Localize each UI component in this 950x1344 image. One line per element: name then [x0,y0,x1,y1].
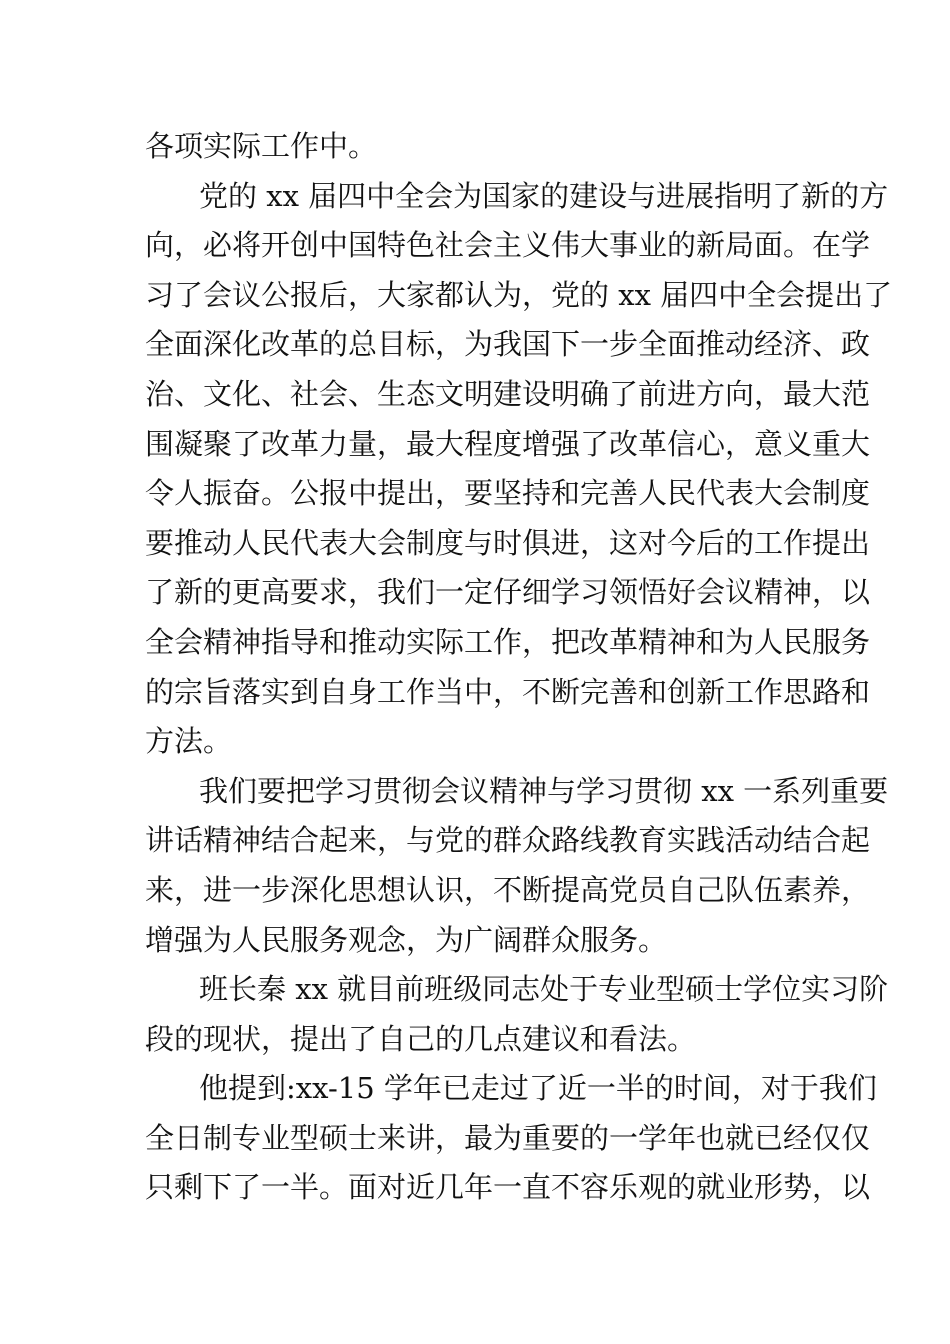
text-line: 他提到:xx-15 学年已走过了近一半的时间，对于我们 [199,1071,877,1106]
paragraph [145,122,815,172]
text-line: 来，进一步深化思想认识，不断提高党员自己队伍素养， [145,872,871,907]
text-line: 围凝聚了改革力量，最大程度增强了改革信心，意义重大 [145,426,871,461]
text-line: 党的 xx 届四中全会为国家的建设与进展指明了新的方 [199,178,889,213]
paragraph [145,172,893,767]
paragraph [145,965,889,1064]
text-line: 增强为人民服务观念，为广阔群众服务。 [145,922,668,957]
text-line: 要推动人民代表大会制度与时俱进，这对今后的工作提出 [145,525,871,560]
text-line: 全日制专业型硕士来讲，最为重要的一学年也就已经仅仅 [145,1120,871,1155]
text-line: 各项实际工作中。 [145,129,378,163]
text-line: 我们要把学习贯彻会议精神与学习贯彻 xx 一系列重要 [199,773,889,808]
paragraph [145,767,889,965]
text-line: 方法。 [145,724,233,759]
text-line: 段的现状，提出了自己的几点建议和看法。 [145,1021,697,1056]
text-line: 只剩下了一半。面对近几年一直不容乐观的就业形势，以 [145,1170,871,1205]
text-line: 治、文化、社会、生态文明建设明确了前进方向，最大范 [145,376,871,411]
text-line: 讲话精神结合起来，与党的群众路线教育实践活动结合起 [145,823,871,858]
paragraph [145,1064,877,1213]
text-line: 全面深化改革的总目标，为我国下一步全面推动经济、政 [145,327,871,362]
text-line: 了新的更高要求，我们一定仔细学习领悟好会议精神，以 [145,575,871,610]
text-line: 全会精神指导和推动实际工作，把改革精神和为人民服务 [145,624,871,659]
text-line: 的宗旨落实到自身工作当中，不断完善和创新工作思路和 [145,674,871,709]
text-line: 令人振奋。公报中提出，要坚持和完善人民代表大会制度 [145,476,871,511]
text-line: 向，必将开创中国特色社会主义伟大事业的新局面。在学 [145,228,871,263]
text-line: 班长秦 xx 就目前班级同志处于专业型硕士学位实习阶 [199,972,889,1007]
text-line: 习了会议公报后，大家都认为，党的 xx 届四中全会提出了 [145,277,893,312]
document-body [145,122,893,1213]
